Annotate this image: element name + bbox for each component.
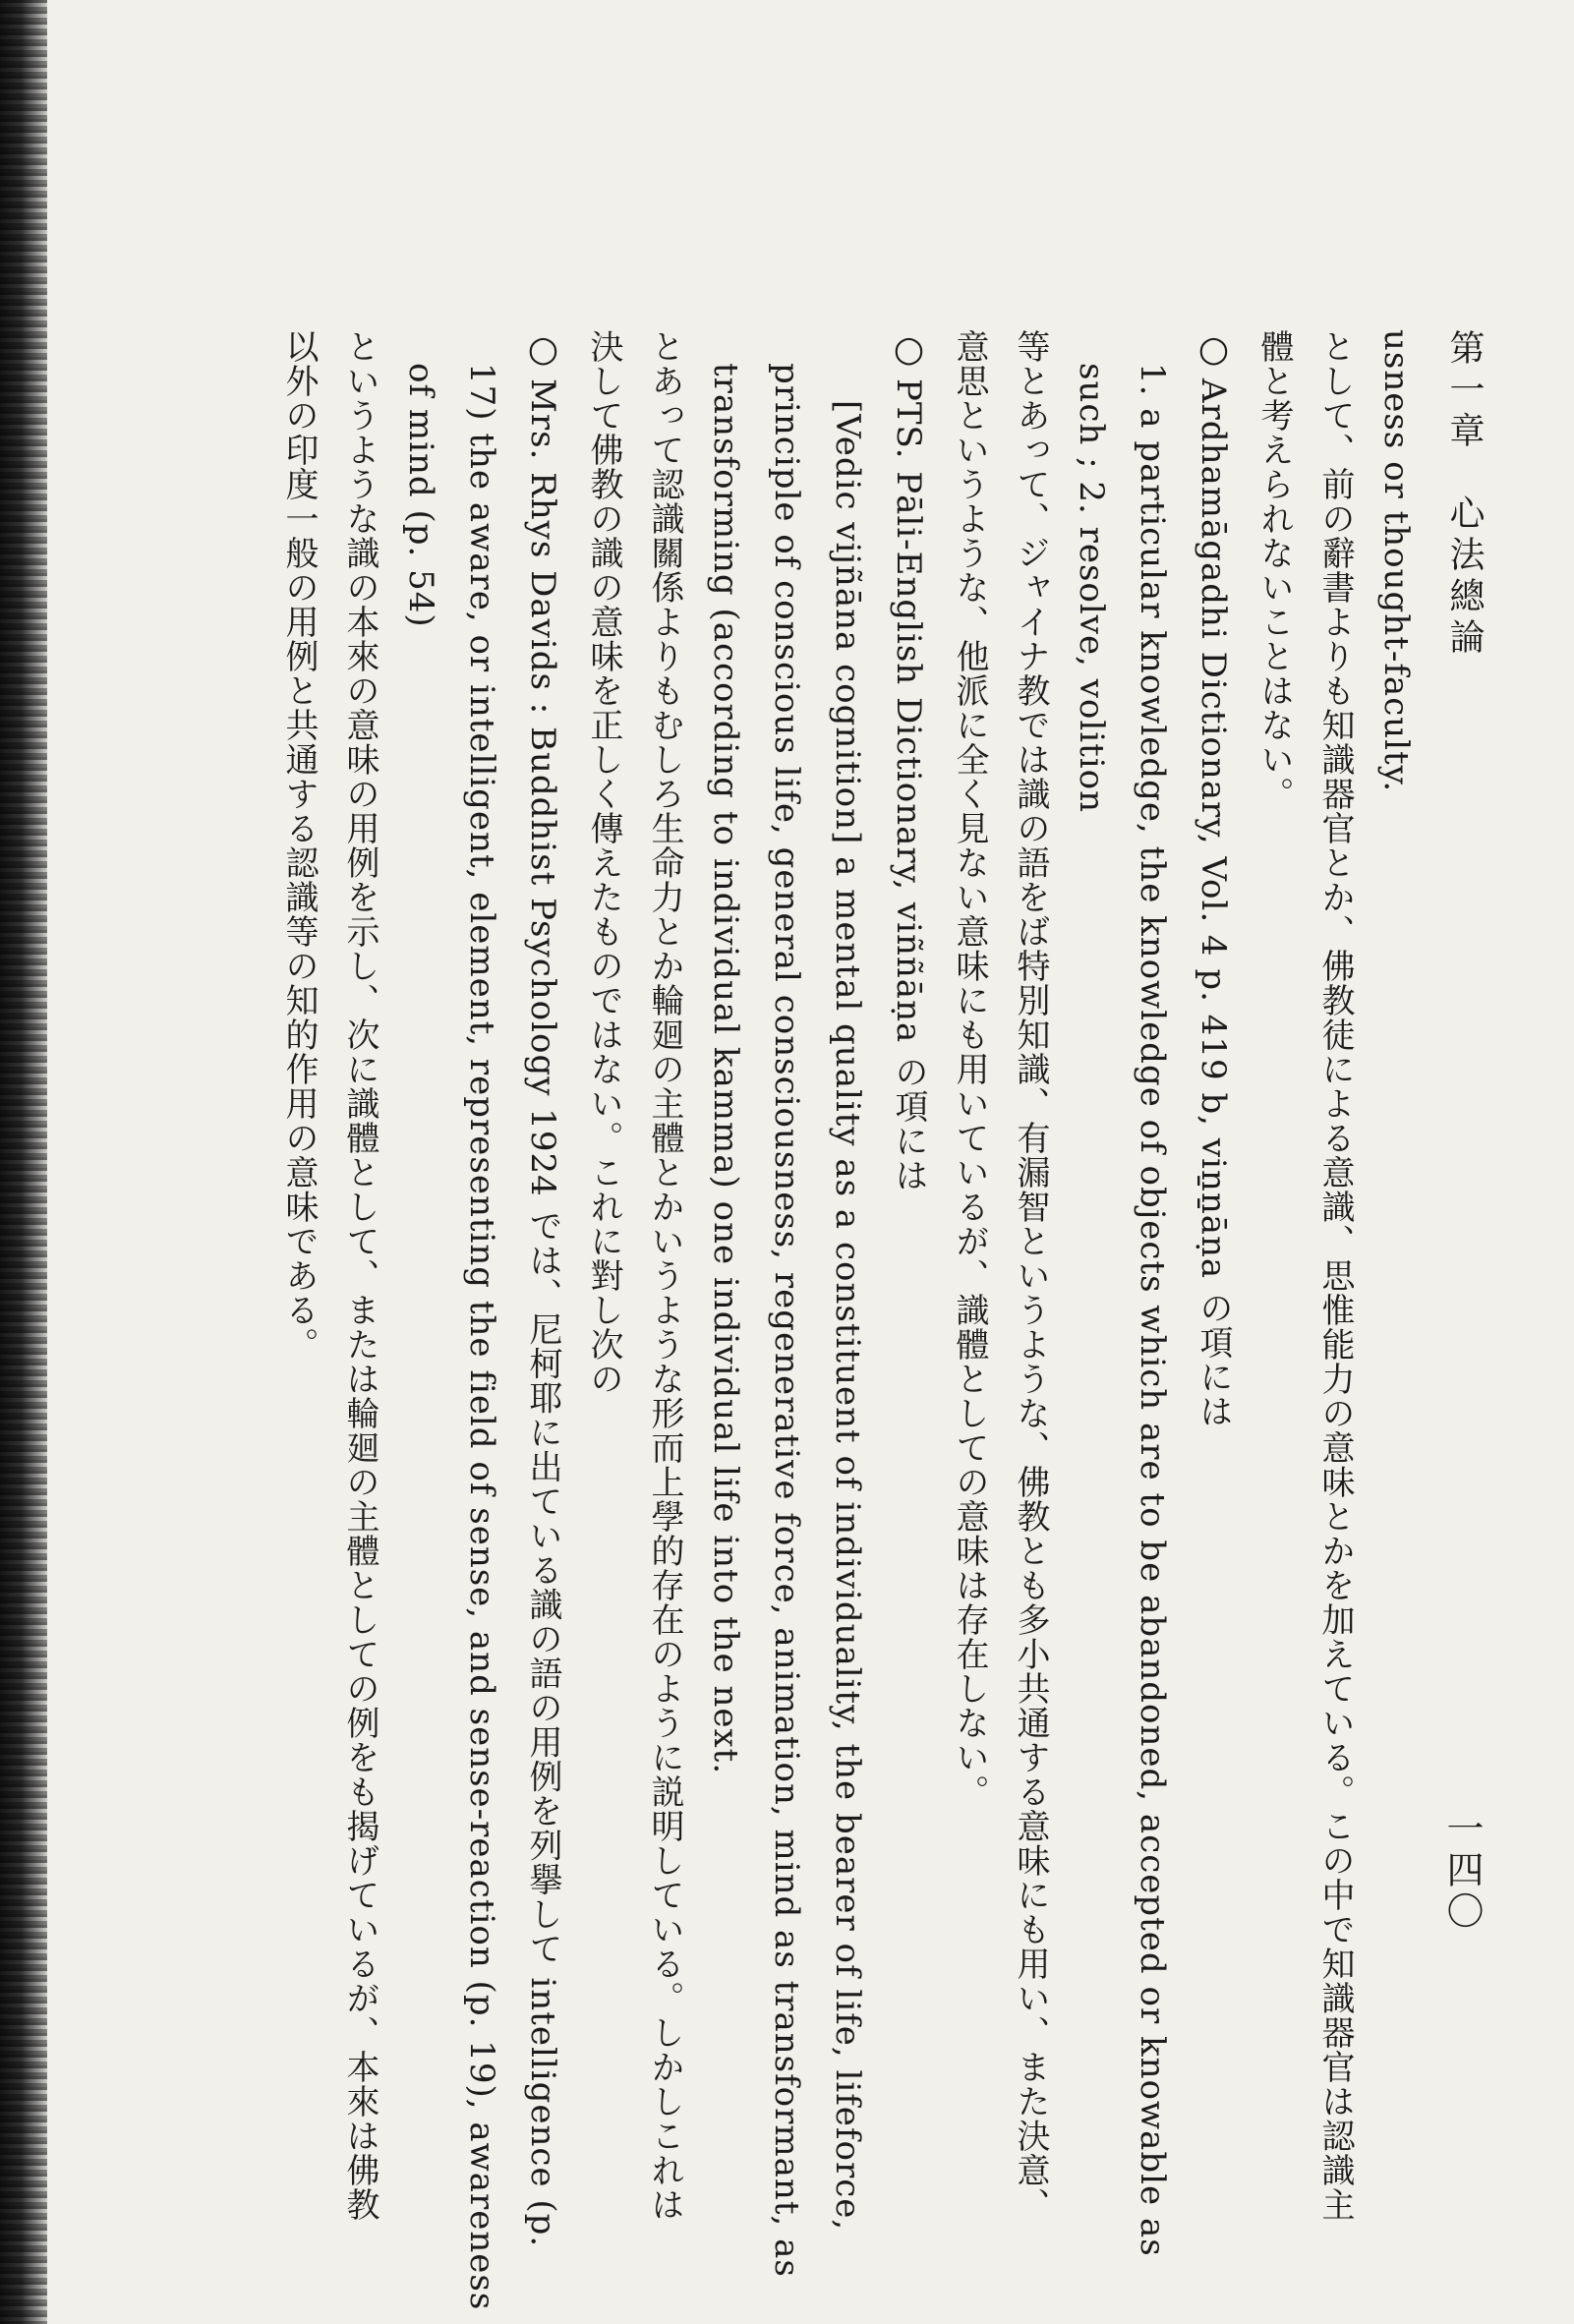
page-number: 一四〇 [1440, 1809, 1484, 1933]
text-line: として、前の辭書よりも知識器官とか、佛教徒による意識、思惟能力の意味とかを加えている。この中で知識器官は認識主 [1315, 329, 1355, 2222]
text-line: 體と考えられないことはない。 [1254, 329, 1294, 811]
scan-shadow-edge [0, 0, 47, 2324]
text-line: of mind (p. 54) [401, 363, 440, 628]
text-line [512, 329, 573, 2248]
text-line: 17) the aware, or intelligent, element, representing the field of sense, and sense-reaction (p. 19), awareness [462, 363, 501, 2311]
text-line: [Vedic vijñāna cognition] a mental quality as a constituent of individuality, the bearer of life, lifeforce, [828, 400, 867, 2232]
bullet-circle-icon: ○ [523, 329, 563, 371]
text-line [878, 329, 939, 2148]
text-line: とあって認識關係よりもむしろ生命力とか輪廻の主體とかいうような形而上學的存在のように説明している。しかしこれは [645, 329, 684, 2222]
chapter-header: 第一章 心法總論 [1444, 329, 1485, 660]
bullet-circle-icon: ○ [889, 329, 929, 371]
text-line: 以外の印度一般の用例と共通する認識等の知的作用の意味である。 [279, 329, 319, 1362]
text-line: というような識の本來の意味の用例を示し、次に識體として、または輪廻の主體としての例をも揭げているが、本來は佛教 [340, 329, 379, 2222]
book-page [59, 0, 1574, 2324]
text-line: transforming (according to individual kamma) one individual life into the next. [706, 363, 745, 1775]
text-line: usness or thought-faculty. [1376, 329, 1416, 793]
text-line [1183, 329, 1244, 2148]
text-line: 等とあって、ジャイナ教では識の語をば特別知識、有漏智というような、佛教とも多小共通する意味にも用い、また決意、 [1011, 329, 1050, 2222]
text-line: 決して佛教の識の意味を正しく傳えたものではない。これに對し次の [584, 329, 623, 1396]
text-body [268, 329, 1427, 2311]
entry-heading: Ardhamāgadhi Dictionary, Vol. 4 p. 419 b, viṉṉāṇa の項には [1194, 378, 1233, 1428]
entry-heading: PTS. Pāli-English Dictionary, viññāṇa の項には [889, 378, 928, 1193]
text-line: 1. a particular knowledge, the knowledge of objects which are to be abandoned, accepted or knowable as [1133, 363, 1172, 2257]
bullet-circle-icon: ○ [1194, 329, 1234, 371]
text-line: principle of conscious life, general consciousness, regenerative force, animation, mind as transformant, as [767, 363, 806, 2278]
entry-heading: Mrs. Rhys Davids : Buddhist Psychology 1924 では、尼柯耶に出ている識の語の用例を列擧して intelligence (p. [523, 378, 562, 2248]
text-line: such ; 2. resolve, volition [1072, 363, 1111, 814]
text-line: 意思というような、他派に全く見ない意味にも用いているが、識體としての意味は存在しない。 [950, 329, 989, 1809]
